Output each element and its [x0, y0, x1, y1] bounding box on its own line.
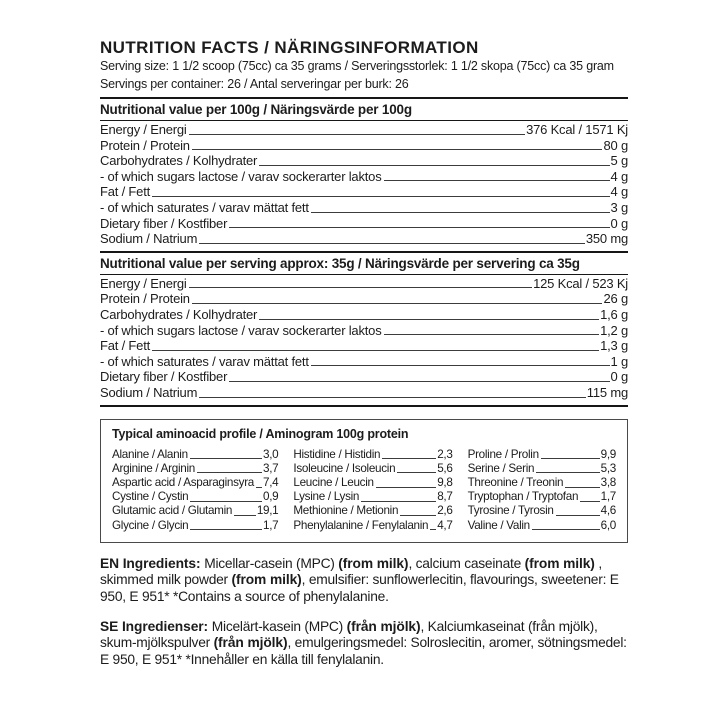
row-label: Tyrosine / Tyrosin — [467, 504, 554, 518]
ingredient-text-segment: SE Ingredienser: — [100, 618, 212, 634]
ingredient-text-segment: , calcium caseinate — [408, 555, 525, 571]
row-label: Histidine / Histidin — [293, 447, 381, 461]
row-label: Threonine / Treonin — [467, 475, 564, 489]
nutrition-row — [100, 323, 628, 339]
row-label: Dietary fiber / Kostfiber — [100, 215, 228, 231]
per-serving-table — [100, 275, 628, 403]
leader-line — [189, 134, 525, 135]
leader-line — [541, 458, 600, 459]
row-label: Isoleucine / Isoleucin — [293, 461, 396, 475]
leader-line — [229, 227, 609, 228]
row-value: 376 Kcal / 1571 Kj — [526, 122, 628, 137]
leader-line — [190, 458, 262, 459]
nutrition-row — [468, 504, 616, 518]
leader-line — [311, 365, 610, 366]
per-serving-heading: Nutritional value per serving approx: 35g / Näringsvärde per servering ca 35g — [100, 255, 580, 271]
row-label: - of which saturates / varav mättat fett — [100, 353, 309, 369]
nutrition-row — [293, 448, 452, 462]
amino-column-2 — [293, 448, 452, 533]
nutrition-row — [100, 200, 628, 216]
nutrition-row — [293, 504, 452, 518]
row-value: 1,3 g — [600, 338, 628, 354]
per-100g-heading: Nutritional value per 100g / Näringsvärde per 100g — [100, 102, 412, 117]
row-value: 4 g — [610, 168, 628, 184]
row-value: 19,1 — [256, 504, 279, 518]
row-label: Phenylalanine / Fenylalanin — [293, 518, 429, 532]
row-value: 5 g — [610, 153, 628, 169]
leader-line — [361, 501, 436, 502]
leader-line — [556, 515, 600, 516]
nutrition-row — [112, 462, 278, 476]
ingredient-text-segment: Micelärt-kasein (MPC) — [211, 618, 347, 634]
row-label: Proline / Prolin — [467, 447, 539, 461]
nutrition-row — [100, 385, 628, 401]
ingredient-text-segment: , Kalciumkaseinat (från mjölk), skum-mjölkspulver — [100, 618, 598, 651]
row-value: 1,6 g — [600, 306, 628, 322]
row-label: Aspartic acid / Asparaginsyra — [112, 475, 255, 489]
row-value: 0 g — [610, 369, 628, 385]
nutrition-row — [468, 476, 616, 490]
amino-profile-grid — [112, 448, 616, 533]
servings-per-container-line: Servings per container: 26 / Antal serveringar per burk: 26 — [100, 76, 409, 91]
row-value: 9,8 — [437, 475, 453, 489]
per-100g-table — [100, 121, 628, 249]
row-value: 5,6 — [437, 461, 453, 475]
nutrition-row — [100, 369, 628, 385]
leader-line — [259, 165, 609, 166]
leader-line — [189, 287, 533, 288]
row-value: 4 g — [610, 184, 628, 200]
leader-line — [532, 529, 600, 530]
nutrition-row — [112, 448, 278, 462]
nutrition-row — [293, 476, 452, 490]
row-value: 1,7 — [263, 518, 279, 532]
row-label: Arginine / Arginin — [112, 461, 195, 475]
row-label: Carbohydrates / Kolhydrater — [100, 153, 258, 169]
ingredient-text-segment: (från mjölk) — [213, 635, 288, 651]
row-label: Sodium / Natrium — [100, 231, 198, 247]
row-value: 9,9 — [600, 447, 616, 461]
row-value: 26 g — [603, 291, 628, 307]
nutrition-row — [293, 462, 452, 476]
nutrition-row — [468, 462, 616, 476]
row-label: Glycine / Glycin — [112, 518, 189, 532]
nutrition-row — [100, 354, 628, 370]
row-label: Dietary fiber / Kostfiber — [100, 369, 228, 385]
row-label: - of which saturates / varav mättat fett — [100, 199, 309, 215]
row-value: 2,3 — [437, 447, 453, 461]
row-value: 1 g — [610, 353, 628, 369]
leader-line — [384, 180, 610, 181]
nutrition-row — [112, 490, 278, 504]
nutrition-row — [100, 231, 628, 247]
nutrition-label — [100, 38, 628, 668]
row-label: Carbohydrates / Kolhydrater — [100, 306, 258, 322]
leader-line — [190, 529, 262, 530]
row-value: 5,3 — [600, 461, 616, 475]
row-label: Serine / Serin — [467, 461, 535, 475]
leader-line — [565, 487, 599, 488]
nutrition-row — [293, 519, 452, 533]
leader-line — [384, 334, 600, 335]
nutrition-row — [100, 138, 628, 154]
leader-line — [152, 350, 599, 351]
nutrition-row — [112, 519, 278, 533]
amino-column-3 — [468, 448, 616, 533]
nutrition-row — [468, 519, 616, 533]
nutrition-row — [100, 153, 628, 169]
row-value: 4,7 — [437, 518, 453, 532]
row-label: Protein / Protein — [100, 291, 190, 307]
leader-line — [199, 397, 586, 398]
row-value: 3,7 — [263, 461, 279, 475]
leader-line — [192, 149, 603, 150]
leader-line — [580, 501, 599, 502]
leader-line — [229, 381, 609, 382]
leader-line — [536, 472, 599, 473]
leader-line — [199, 243, 585, 244]
row-value: 2,6 — [437, 504, 453, 518]
row-label: - of which sugars lactose / varav sockerarter laktos — [100, 168, 382, 184]
nutrition-row — [468, 448, 616, 462]
leader-line — [430, 529, 436, 530]
row-value: 115 mg — [586, 384, 628, 400]
nutrition-row — [100, 276, 628, 292]
ingredients-en-paragraph — [100, 556, 628, 606]
row-label: Methionine / Metionin — [293, 504, 399, 518]
amino-profile-heading: Typical aminoacid profile / Aminogram 100g protein — [112, 426, 409, 441]
leader-line — [382, 458, 436, 459]
row-value: 6,0 — [600, 518, 616, 532]
row-value: 0 g — [610, 215, 628, 231]
ingredient-text-segment: (från mjölk) — [346, 618, 421, 634]
row-label: Lysine / Lysin — [293, 490, 360, 504]
row-value: 3,8 — [600, 475, 616, 489]
amino-column-1 — [112, 448, 278, 533]
ingredient-text-segment: (from milk) — [231, 572, 302, 588]
row-label: - of which sugars lactose / varav sockerarter laktos — [100, 322, 382, 338]
row-value: 1,7 — [600, 490, 616, 504]
row-value: 350 mg — [585, 231, 628, 247]
nutrition-row — [100, 184, 628, 200]
row-label: Sodium / Natrium — [100, 384, 198, 400]
leader-line — [256, 487, 262, 488]
nutrition-row — [100, 307, 628, 323]
serving-size-line: Serving size: 1 1/2 scoop (75cc) ca 35 grams / Serveringsstorlek: 1 1/2 skopa (75cc) ca 35 gram — [100, 59, 614, 73]
row-label: Glutamic acid / Glutamin — [112, 504, 233, 518]
row-label: Alanine / Alanin — [112, 447, 188, 461]
nutrition-row — [112, 504, 278, 518]
ingredients-se-paragraph — [100, 619, 628, 669]
leader-line — [152, 196, 610, 197]
nutrition-row — [468, 490, 616, 504]
divider — [100, 405, 628, 407]
row-value: 1,2 g — [600, 322, 628, 338]
row-label: Tryptophan / Tryptofan — [467, 490, 579, 504]
nutrition-row — [100, 338, 628, 354]
row-label: Energy / Energi — [100, 275, 187, 291]
nutrition-row — [112, 476, 278, 490]
row-label: Leucine / Leucin — [293, 475, 374, 489]
leader-line — [311, 212, 610, 213]
row-value: 80 g — [603, 137, 628, 153]
nutrition-row — [100, 216, 628, 232]
row-value: 125 Kcal / 523 Kj — [533, 275, 628, 291]
row-value: 3 g — [610, 199, 628, 215]
leader-line — [197, 472, 262, 473]
leader-line — [234, 515, 256, 516]
ingredient-text-segment: (from milk) — [524, 555, 595, 571]
row-value: 8,7 — [437, 490, 453, 504]
ingredient-text-segment: Micellar-casein (MPC) — [204, 555, 339, 571]
row-label: Fat / Fett — [100, 184, 151, 200]
leader-line — [397, 472, 436, 473]
row-label: Fat / Fett — [100, 338, 151, 354]
ingredient-text-segment: , skimmed milk powder — [100, 555, 602, 588]
leader-line — [376, 487, 437, 488]
row-label: Energy / Energi — [100, 122, 187, 137]
leader-line — [190, 501, 262, 502]
row-label: Protein / Protein — [100, 137, 190, 153]
ingredient-text-segment: EN Ingredients: — [100, 555, 205, 571]
nutrition-row — [100, 291, 628, 307]
label-title: NUTRITION FACTS / NÄRINGSINFORMATION — [100, 38, 479, 57]
leader-line — [192, 303, 603, 304]
leader-line — [259, 319, 599, 320]
row-value: 7,4 — [263, 475, 279, 489]
row-label: Valine / Valin — [467, 518, 530, 532]
ingredient-text-segment: (from milk) — [338, 555, 409, 571]
leader-line — [400, 515, 436, 516]
ingredient-text-segment: , emulgeringsmedel: Solroslecitin, aromer, sötningsmedel: E 950, E 951* *Innehåller en källa till fenylalanin. — [100, 635, 627, 667]
ingredient-text-segment: , emulsifier: sunflowerlecitin, flavourings, sweetener: E 950, E 951* *Contains a source of phenylalanine. — [100, 572, 619, 604]
nutrition-row — [100, 122, 628, 138]
row-value: 0,9 — [263, 490, 279, 504]
row-label: Cystine / Cystin — [112, 490, 189, 504]
amino-profile-box — [100, 419, 628, 543]
row-value: 3,0 — [263, 447, 279, 461]
nutrition-row — [293, 490, 452, 504]
row-value: 4,6 — [600, 504, 616, 518]
nutrition-row — [100, 169, 628, 185]
